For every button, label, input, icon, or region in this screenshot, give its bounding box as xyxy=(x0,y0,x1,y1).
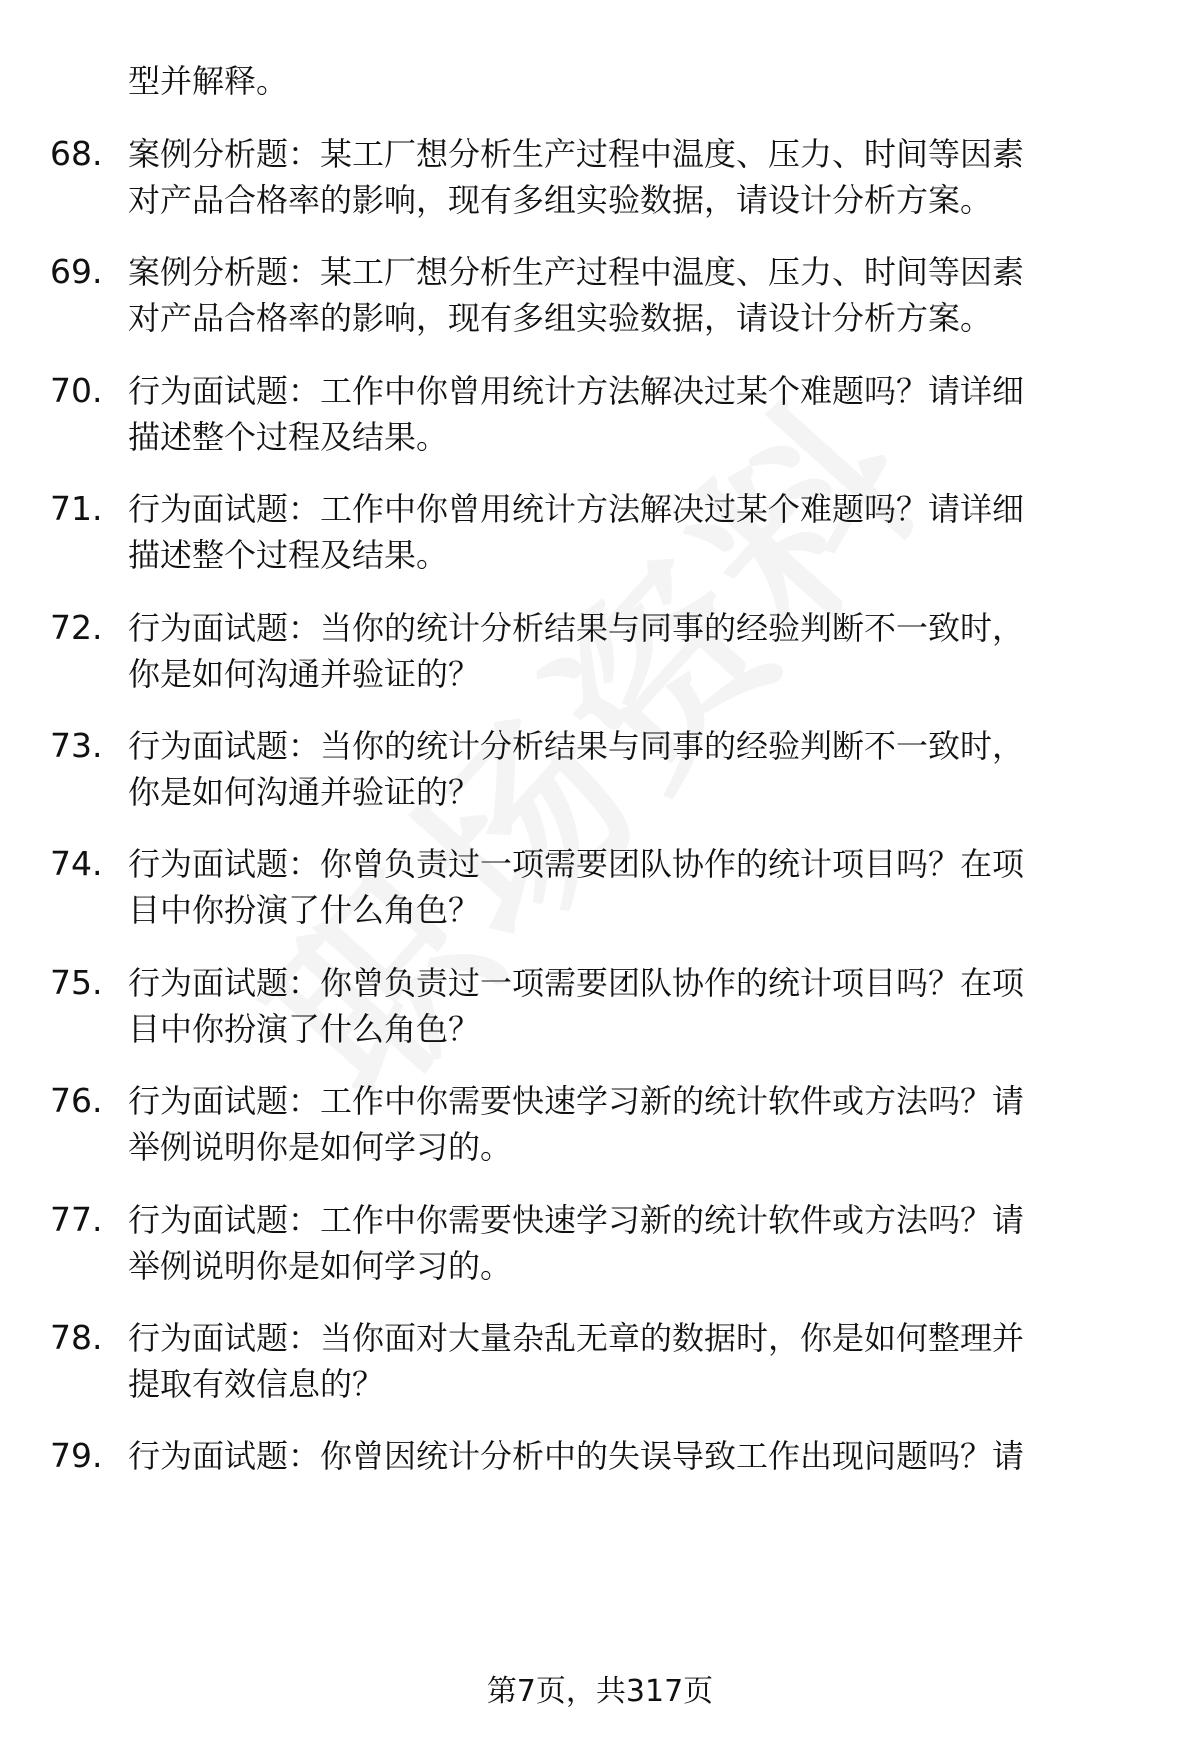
question-number: 75. xyxy=(50,963,103,1002)
question-text-line: 对产品合格率的影响，现有多组实验数据，请设计分析方案。 xyxy=(128,181,993,219)
question-number: 77. xyxy=(50,1200,103,1239)
question-text xyxy=(128,605,1148,697)
question-item xyxy=(50,960,1150,1052)
question-item xyxy=(50,723,1150,815)
question-number: 78. xyxy=(50,1318,103,1357)
question-item xyxy=(50,841,1150,933)
question-text-line: 行为面试题：当你面对大量杂乱无章的数据时，你是如何整理并 xyxy=(128,1319,1025,1357)
question-text xyxy=(128,1315,1148,1407)
question-number: 72. xyxy=(50,608,103,647)
question-text xyxy=(128,1433,1148,1479)
page-footer: 第7页，共317页 xyxy=(486,1674,714,1709)
question-text-line: 描述整个过程及结果。 xyxy=(128,536,449,574)
question-text xyxy=(128,368,1148,460)
question-number: 74. xyxy=(50,844,103,883)
question-text-line: 行为面试题：你曾负责过一项需要团队协作的统计项目吗？在项 xyxy=(128,964,1025,1002)
question-text-line: 案例分析题：某工厂想分析生产过程中温度、压力、时间等因素 xyxy=(128,253,1025,291)
question-item xyxy=(50,1433,1150,1479)
question-text-line: 行为面试题：你曾负责过一项需要团队协作的统计项目吗？在项 xyxy=(128,845,1025,883)
question-number: 69. xyxy=(50,252,103,291)
question-item xyxy=(50,1315,1150,1407)
question-text-line: 你是如何沟通并验证的？ xyxy=(128,655,481,693)
question-item xyxy=(50,249,1150,341)
question-text-line: 行为面试题：你曾因统计分析中的失误导致工作出现问题吗？请 xyxy=(128,1437,1025,1475)
question-text-line: 行为面试题：工作中你曾用统计方法解决过某个难题吗？请详细 xyxy=(128,490,1025,528)
question-text xyxy=(128,131,1148,223)
question-text-line: 描述整个过程及结果。 xyxy=(128,418,449,456)
question-text xyxy=(128,486,1148,578)
question-text xyxy=(128,1078,1148,1170)
question-text-line: 案例分析题：某工厂想分析生产过程中温度、压力、时间等因素 xyxy=(128,135,1025,173)
question-number: 70. xyxy=(50,371,103,410)
question-text-line: 举例说明你是如何学习的。 xyxy=(128,1247,513,1285)
question-item xyxy=(50,131,1150,223)
continued-text: 型并解释。 xyxy=(128,62,289,100)
question-number: 73. xyxy=(50,726,103,765)
question-text xyxy=(128,249,1148,341)
question-number: 68. xyxy=(50,134,103,173)
question-number: 76. xyxy=(50,1081,103,1120)
question-text-line: 举例说明你是如何学习的。 xyxy=(128,1128,513,1166)
question-item xyxy=(50,1078,1150,1170)
question-text-line: 行为面试题：工作中你需要快速学习新的统计软件或方法吗？请 xyxy=(128,1082,1025,1120)
question-text-line: 行为面试题：当你的统计分析结果与同事的经验判断不一致时， xyxy=(128,609,1025,647)
question-item xyxy=(50,605,1150,697)
question-item xyxy=(50,368,1150,460)
question-item xyxy=(50,1197,1150,1289)
question-text xyxy=(128,841,1148,933)
question-item xyxy=(50,486,1150,578)
question-text-line: 提取有效信息的？ xyxy=(128,1365,385,1403)
question-text-line: 目中你扮演了什么角色？ xyxy=(128,1010,481,1048)
question-text xyxy=(128,960,1148,1052)
question-text-line: 行为面试题：工作中你需要快速学习新的统计软件或方法吗？请 xyxy=(128,1201,1025,1239)
question-text-line: 对产品合格率的影响，现有多组实验数据，请设计分析方案。 xyxy=(128,299,993,337)
question-text xyxy=(128,723,1148,815)
question-text-line: 你是如何沟通并验证的？ xyxy=(128,773,481,811)
question-number: 71. xyxy=(50,489,103,528)
question-number: 79. xyxy=(50,1436,103,1475)
question-text-line: 目中你扮演了什么角色？ xyxy=(128,891,481,929)
question-text-line: 行为面试题：工作中你曾用统计方法解决过某个难题吗？请详细 xyxy=(128,372,1025,410)
question-text xyxy=(128,1197,1148,1289)
question-text-line: 行为面试题：当你的统计分析结果与同事的经验判断不一致时， xyxy=(128,727,1025,765)
